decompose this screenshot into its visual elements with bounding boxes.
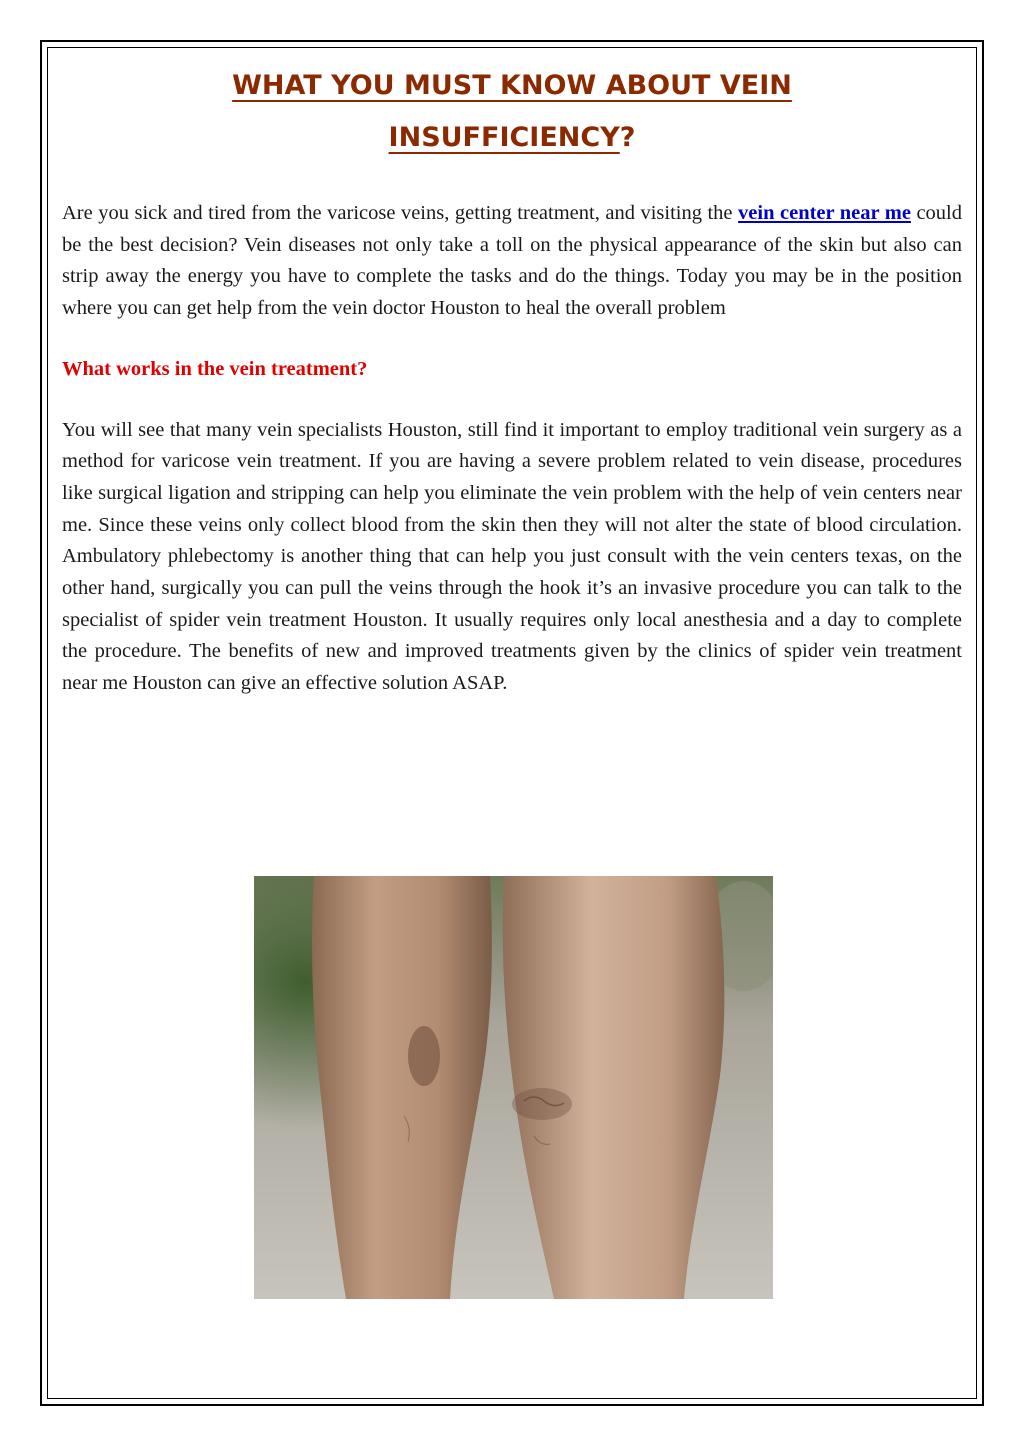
title-line-1: WHAT YOU MUST KNOW ABOUT VEIN	[232, 70, 792, 101]
section-heading: What works in the vein treatment?	[62, 357, 368, 380]
document-body	[62, 60, 962, 700]
vein-center-link[interactable]: vein center near me	[738, 202, 911, 224]
title-line-2: INSUFFICIENCY	[388, 122, 620, 153]
body-paragraph: You will see that many vein specialists Houston, still find it important to employ traditional vein surgery as a method for varicose vein treatment. If you are having a severe problem related to vein disease, procedures like surgical ligation and stripping can help you eliminate the vein problem with the help of vein centers near me. Since these veins only collect blood from the skin then they will not alter the state of blood circulation. Ambulatory phlebectomy is another thing that can help you just consult with the vein centers texas, on the other hand, surgically you can pull the veins through the hook it’s an invasive procedure you can talk to the specialist of spider vein treatment Houston. It usually requires only local anesthesia and a day to complete the procedure. The benefits of new and improved treatments given by the clinics of spider vein treatment near me Houston can give an effective solution ASAP.	[62, 418, 962, 695]
intro-text-end: could be the best decision? Vein diseases not only take a toll on the physical appearance of the skin but also can strip away the energy you have to complete the tasks and do the things. Today you may be in the position where you can get help from the vein doctor Houston to heal the overall problem	[62, 202, 962, 320]
page-title	[62, 60, 962, 164]
legs-photo	[254, 876, 773, 1299]
title-question-mark: ?	[619, 122, 636, 153]
intro-text-start: Are you sick and tired from the varicose veins, getting treatment, and visiting the	[62, 202, 739, 224]
intro-paragraph	[62, 198, 962, 325]
